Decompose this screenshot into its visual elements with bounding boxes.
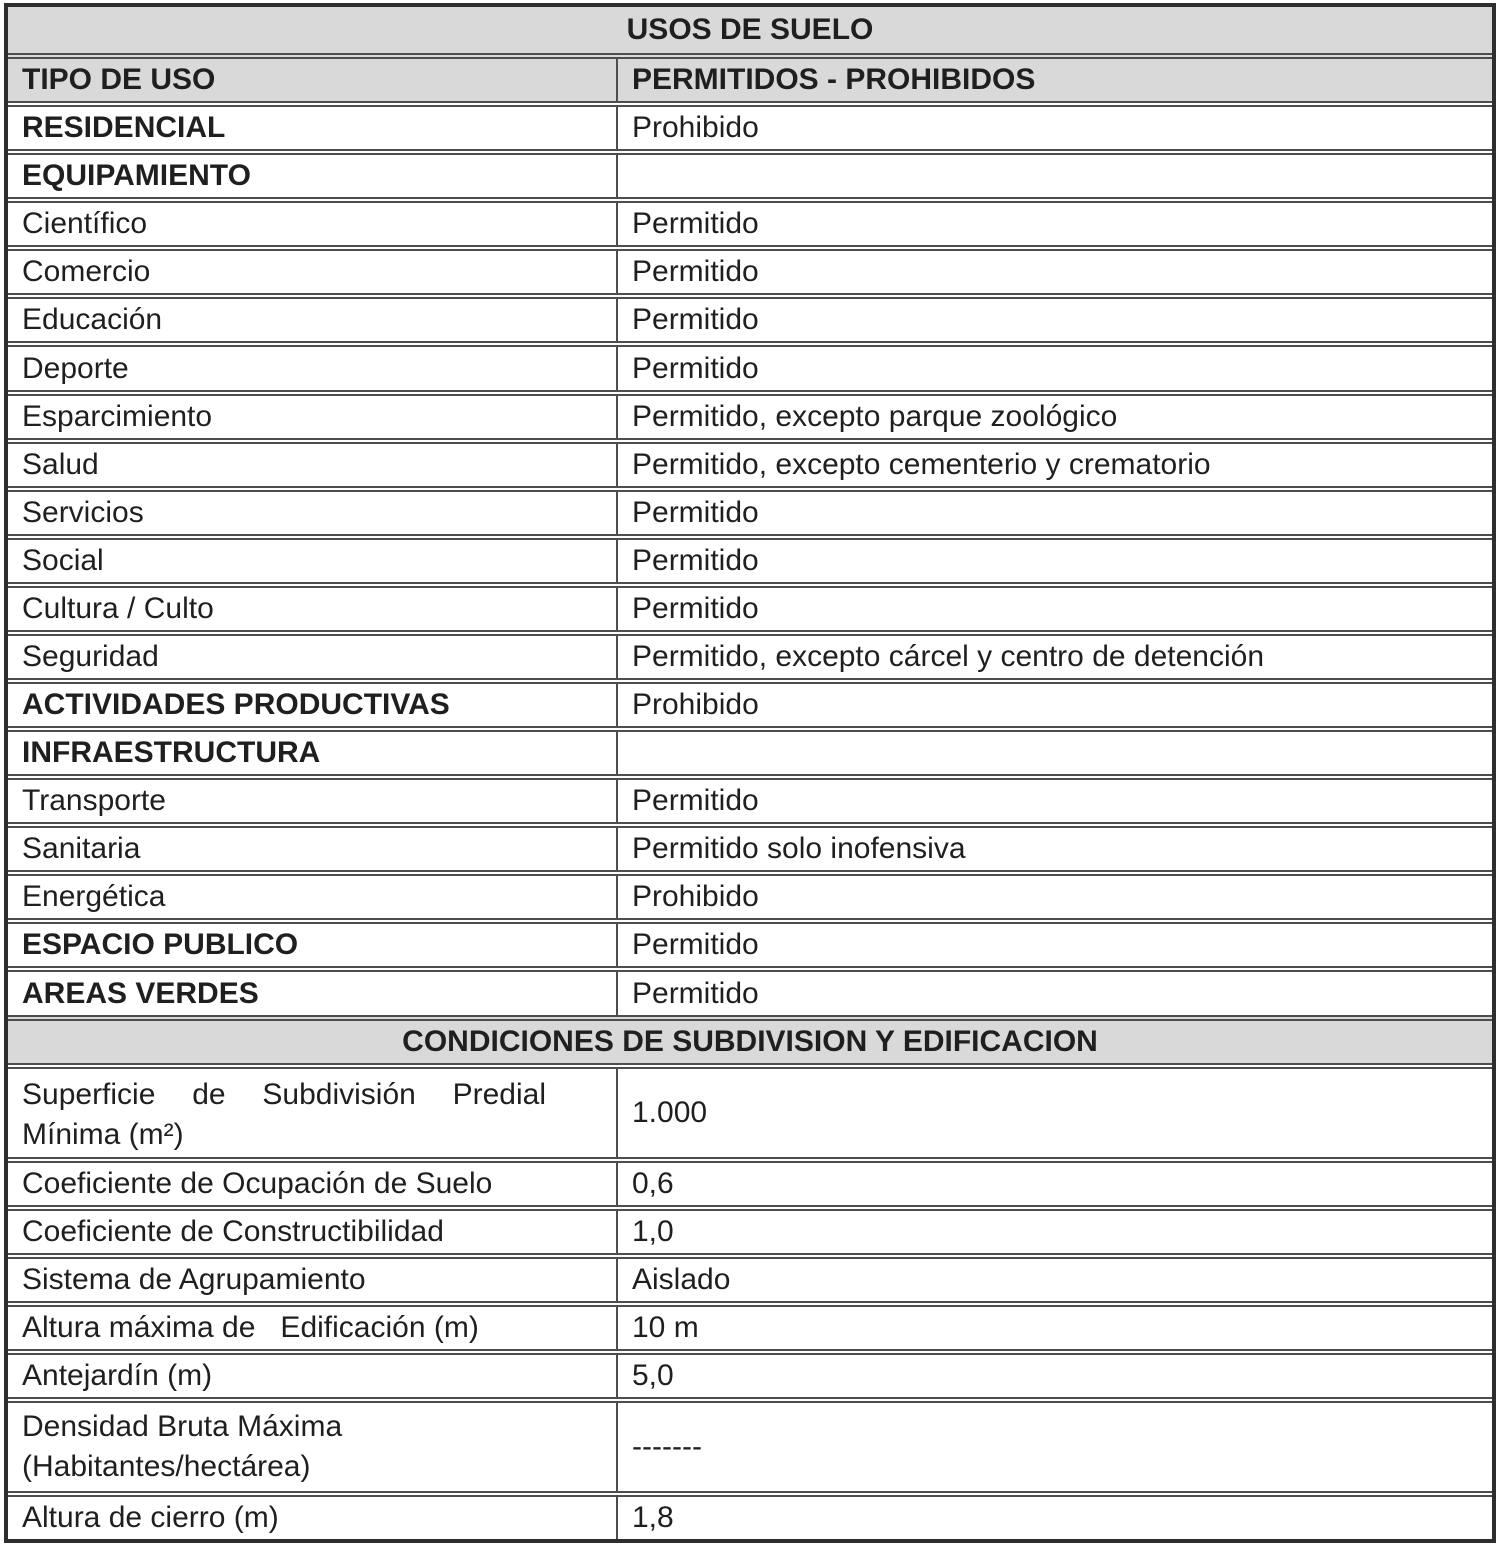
row-value-cell: ------- <box>632 1430 702 1464</box>
row-label-cell: Salud <box>8 444 618 486</box>
land-use-table <box>4 3 1496 1543</box>
table-row <box>8 582 1492 630</box>
row-label-cell: RESIDENCIAL <box>8 107 618 149</box>
row-value-cell: Permitido, excepto cementerio y crematorio <box>632 447 1211 481</box>
row-value-cell <box>618 732 1492 774</box>
table-row <box>8 870 1492 918</box>
row-value-cell: Permitido <box>632 784 759 818</box>
row-label-cell: Científico <box>8 203 618 245</box>
row-label-cell: ACTIVIDADES PRODUCTIVAS <box>8 684 618 726</box>
row-value-cell: Permitido, excepto parque zoológico <box>632 399 1118 433</box>
table-row <box>8 197 1492 245</box>
section-title-text: USOS DE SUELO <box>626 13 874 46</box>
table-row <box>8 1157 1492 1205</box>
row-value-cell: Permitido <box>632 255 759 289</box>
row-value-cell: 1,8 <box>632 1501 674 1535</box>
row-value-cell: Prohibido <box>632 880 759 914</box>
row-label-cell: Energética <box>8 876 618 918</box>
row-value-cell: Permitido <box>632 207 759 241</box>
table-row <box>8 149 1492 197</box>
table-row <box>8 1491 1492 1539</box>
table-row <box>8 1397 1492 1491</box>
row-label-cell: Sistema de Agrupamiento <box>8 1259 618 1301</box>
table-row <box>8 1063 1492 1157</box>
row-label-cell: Coeficiente de Ocupación de Suelo <box>8 1163 618 1205</box>
row-value-cell: Permitido <box>632 495 759 529</box>
table-row <box>8 1253 1492 1301</box>
row-label-cell: Esparcimiento <box>8 396 618 438</box>
row-value-cell: Aislado <box>632 1262 731 1296</box>
section-title-condiciones <box>8 1015 1492 1063</box>
row-label-cell: Transporte <box>8 780 618 822</box>
table-row <box>8 966 1492 1014</box>
row-label-cell: AREAS VERDES <box>8 972 618 1014</box>
table-row <box>8 245 1492 293</box>
row-value-cell: Permitido <box>632 351 759 385</box>
row-label-cell: Seguridad <box>8 636 618 678</box>
table-row <box>8 1349 1492 1397</box>
row-label-cell: Sanitaria <box>8 828 618 870</box>
row-label-cell: Coeficiente de Constructibilidad <box>8 1211 618 1253</box>
row-value-cell <box>618 155 1492 197</box>
row-value-cell: Permitido <box>632 543 759 577</box>
row-value-cell: 5,0 <box>632 1359 674 1392</box>
row-value-cell: Permitido <box>632 928 759 962</box>
row-label-cell: ESPACIO PUBLICO <box>8 924 618 966</box>
section-title-usos-de-suelo <box>8 7 1492 53</box>
row-value-cell: 0,6 <box>632 1166 674 1200</box>
row-label-cell: Altura máxima de Edificación (m) <box>8 1307 618 1349</box>
table-row <box>8 101 1492 149</box>
table-row <box>8 630 1492 678</box>
table-row <box>8 1301 1492 1349</box>
column-header-row <box>8 53 1492 101</box>
table-row <box>8 822 1492 870</box>
row-label-cell: Altura de cierro (m) <box>8 1497 618 1539</box>
table-row <box>8 390 1492 438</box>
table-row <box>8 534 1492 582</box>
column-header-permitidos-prohibidos: PERMITIDOS - PROHIBIDOS <box>632 63 1036 97</box>
row-label-cell: Antejardín (m) <box>8 1355 618 1397</box>
table-row <box>8 726 1492 774</box>
row-label-cell: Comercio <box>8 251 618 293</box>
table-row <box>8 678 1492 726</box>
table-row <box>8 774 1492 822</box>
row-value-cell: Permitido <box>632 591 759 625</box>
column-header-tipo-de-uso: TIPO DE USO <box>8 59 618 101</box>
table-row <box>8 918 1492 966</box>
row-value-cell: Permitido solo inofensiva <box>632 832 966 866</box>
row-label-cell: Superficie de Subdivisión Predial Mínima (m²) <box>8 1069 618 1157</box>
section-title-text: CONDICIONES DE SUBDIVISION Y EDIFICACION <box>402 1024 1098 1058</box>
row-value-cell: Permitido <box>632 303 759 337</box>
table-row <box>8 1205 1492 1253</box>
row-value-cell: Permitido, excepto cárcel y centro de detención <box>632 639 1265 673</box>
row-value-cell: Prohibido <box>632 688 759 722</box>
row-label-cell: Cultura / Culto <box>8 588 618 630</box>
row-label-cell: Servicios <box>8 492 618 534</box>
row-label-cell: Educación <box>8 299 618 341</box>
row-label-cell: Deporte <box>8 347 618 389</box>
row-label-cell: EQUIPAMIENTO <box>8 155 618 197</box>
table-row <box>8 293 1492 341</box>
row-value-cell: 10 m <box>632 1310 699 1344</box>
row-label-cell: Densidad Bruta Máxima (Habitantes/hectárea) <box>8 1403 618 1491</box>
row-label-cell: INFRAESTRUCTURA <box>8 732 618 774</box>
row-value-cell: Prohibido <box>632 111 759 145</box>
row-value-cell: 1,0 <box>632 1214 674 1248</box>
table-row <box>8 438 1492 486</box>
row-label-cell: Social <box>8 540 618 582</box>
row-value-cell: Permitido <box>632 976 759 1010</box>
table-row <box>8 341 1492 389</box>
row-value-cell: 1.000 <box>632 1095 708 1129</box>
table-row <box>8 486 1492 534</box>
